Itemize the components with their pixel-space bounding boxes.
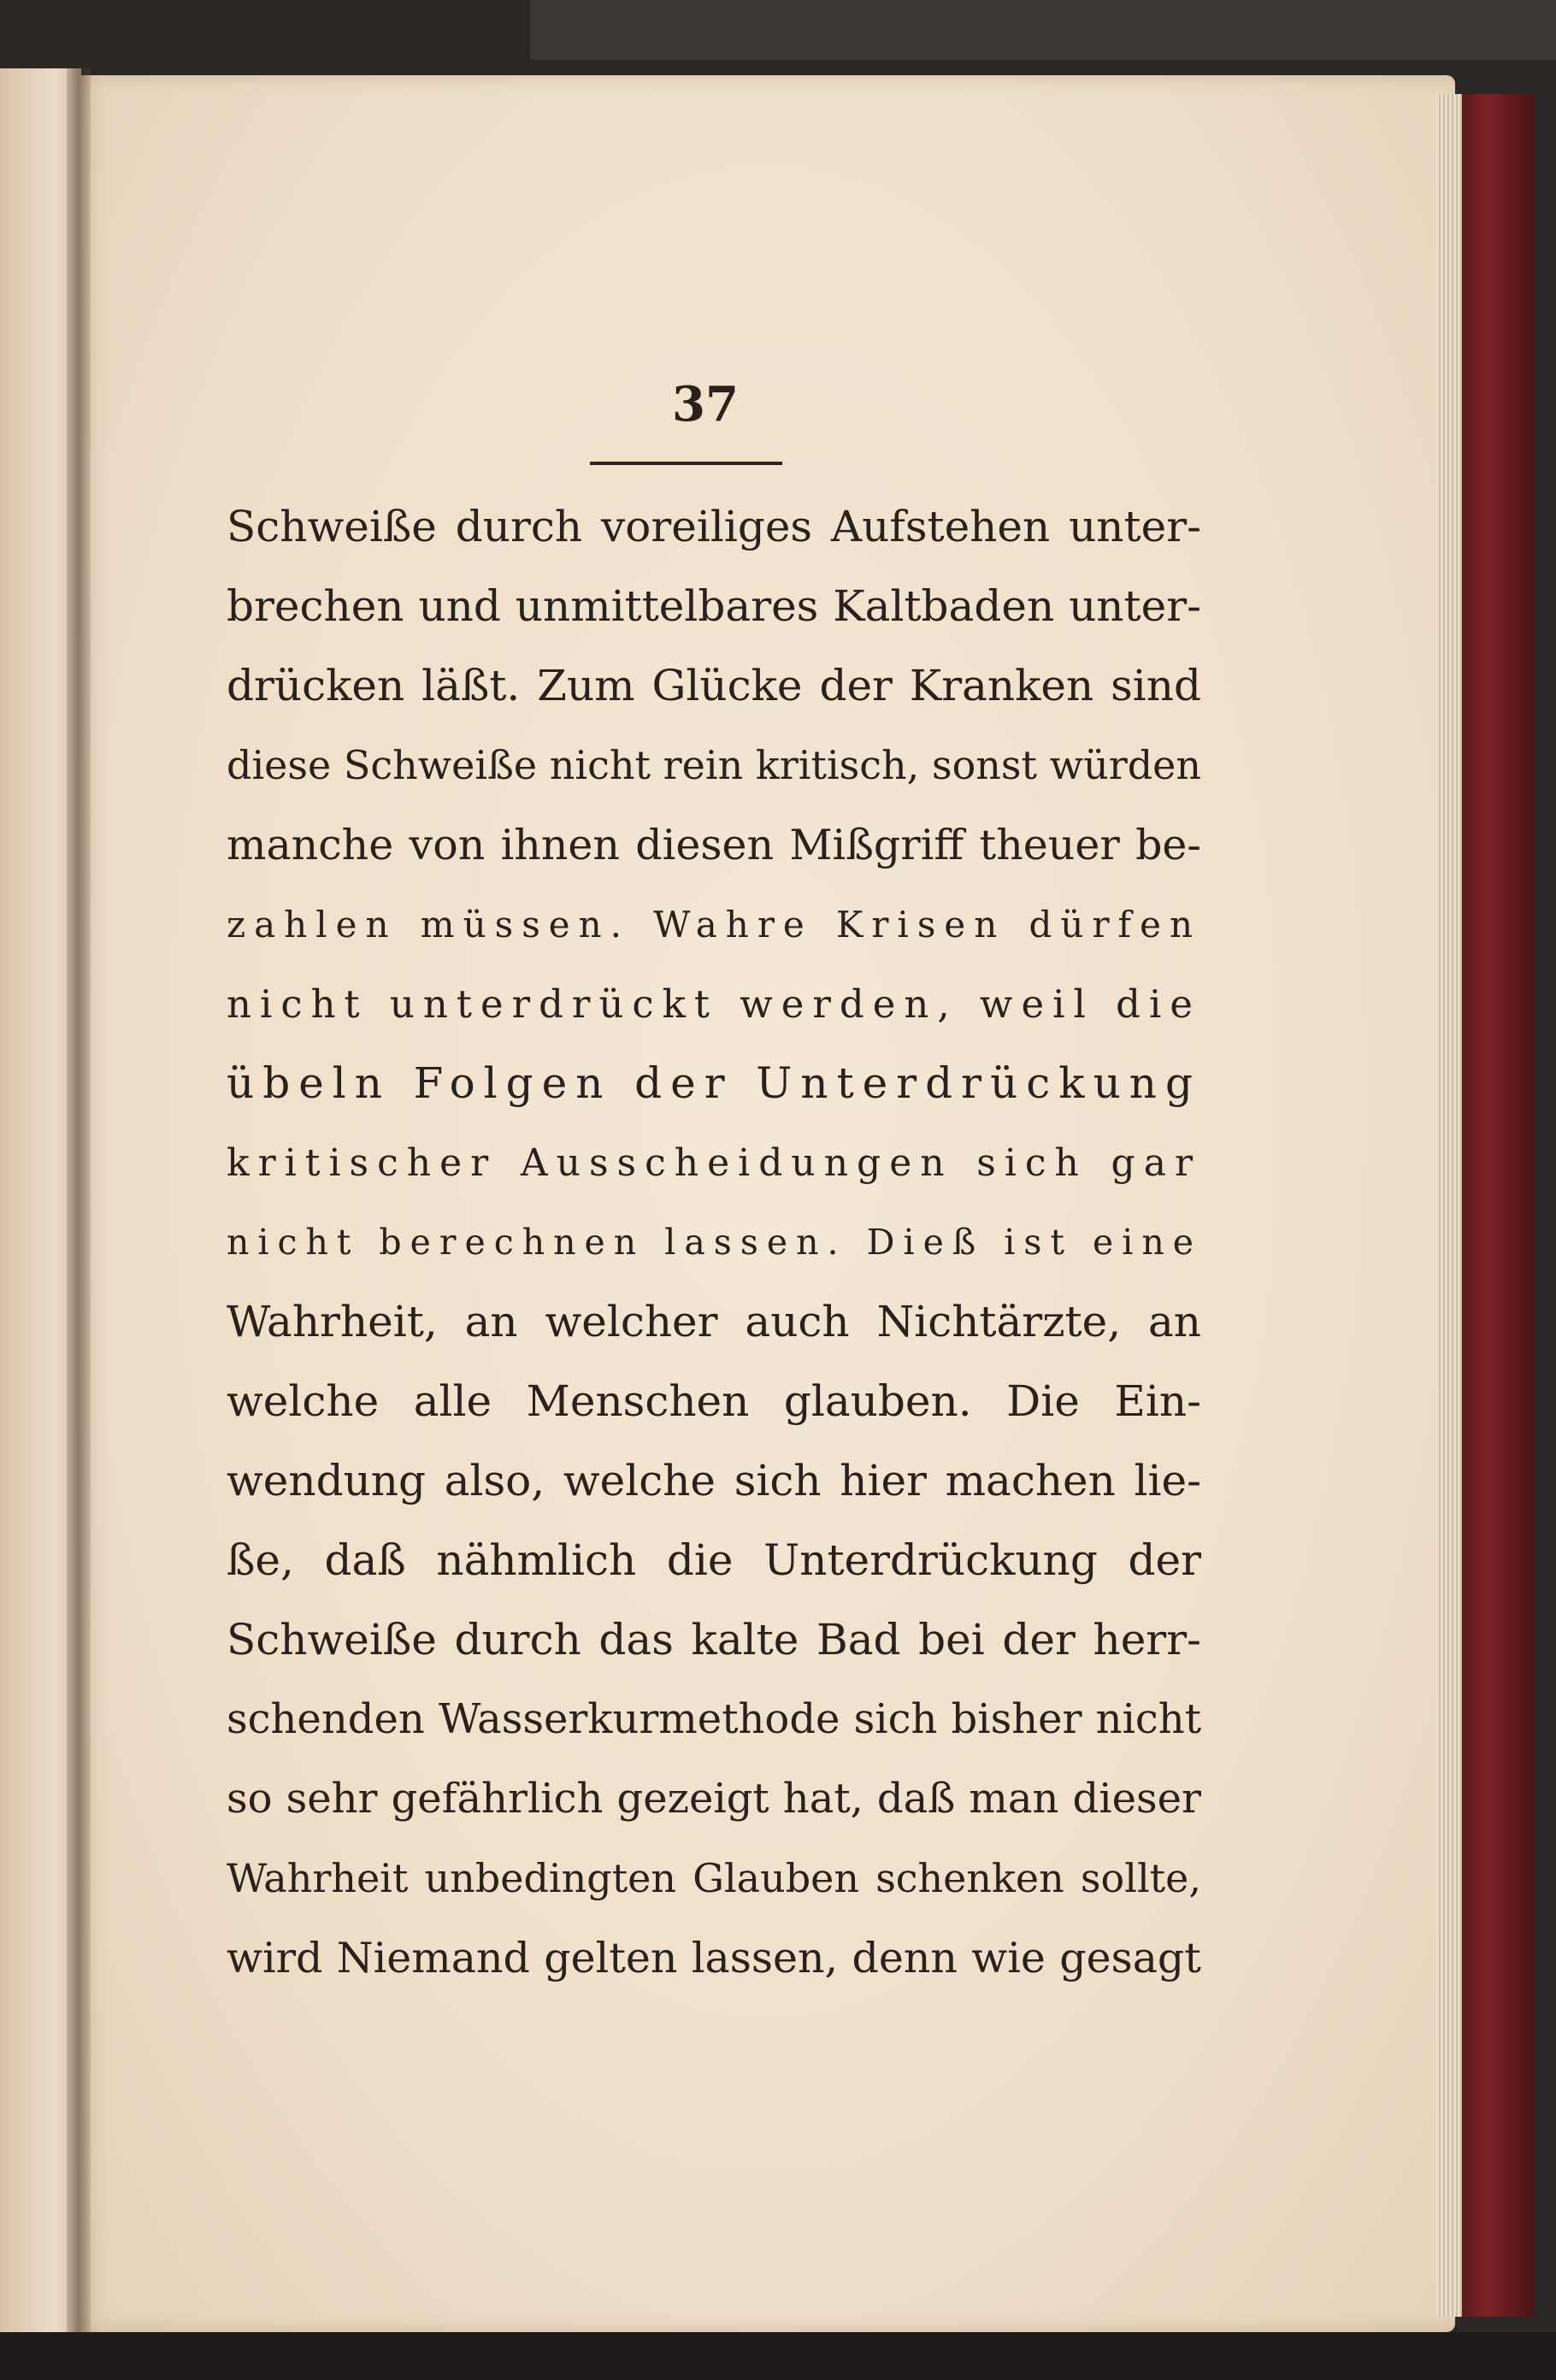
text-line: zahlen müssen. Wahre Krisen dürfen bbox=[227, 904, 1201, 946]
text-line: Schweiße durch das kalte Bad bei der herr- bbox=[227, 1615, 1201, 1664]
text-line: diese Schweiße nicht rein kritisch, sonst würden bbox=[227, 742, 1201, 788]
text-line: drücken läßt. Zum Glücke der Kranken sind bbox=[227, 661, 1201, 710]
book-gutter bbox=[67, 68, 91, 2334]
text-line: nicht berechnen lassen. Dieß ist eine bbox=[227, 1222, 1202, 1263]
text-line: nicht unterdrückt werden, weil die bbox=[227, 981, 1201, 1027]
text-line: Wahrheit unbedingten Glauben schenken sollte, bbox=[227, 1855, 1201, 1901]
text-line: so sehr gefährlich gezeigt hat, daß man dieser bbox=[227, 1775, 1201, 1823]
page-stack-edges bbox=[1436, 94, 1462, 2317]
background-surface bbox=[530, 0, 1556, 60]
text-line: manche von ihnen diesen Mißgriff theuer be- bbox=[227, 821, 1201, 869]
background-surface-bottom bbox=[0, 2332, 1556, 2380]
text-line: schenden Wasserkurmethode sich bisher nicht bbox=[227, 1695, 1201, 1743]
text-line: welche alle Menschen glauben. Die Ein- bbox=[227, 1376, 1201, 1426]
header-rule bbox=[590, 462, 782, 465]
text-line: brechen und unmittelbares Kaltbaden unter- bbox=[227, 581, 1201, 631]
body-text bbox=[227, 487, 1201, 1998]
text-line: Wahrheit, an welcher auch Nichtärzte, an bbox=[227, 1297, 1201, 1346]
text-line: ße, daß nähmlich die Unterdrückung der bbox=[227, 1535, 1201, 1585]
book-cover-board bbox=[1458, 94, 1535, 2317]
text-line: wird Niemand gelten lassen, denn wie gesagt bbox=[227, 1934, 1201, 1982]
text-line: Schweiße durch voreiliges Aufstehen unter- bbox=[227, 502, 1201, 551]
text-line: wendung also, welche sich hier machen lie- bbox=[227, 1456, 1201, 1505]
text-line: kritischer Ausscheidungen sich gar bbox=[227, 1141, 1201, 1185]
text-line: übeln Folgen der Unterdrückung bbox=[227, 1058, 1201, 1108]
page-number: 37 bbox=[672, 376, 739, 433]
